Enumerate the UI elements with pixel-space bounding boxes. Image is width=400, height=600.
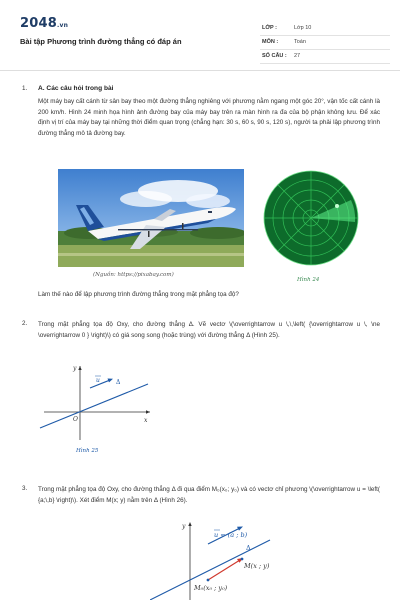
meta-value: Lớp 10 — [294, 25, 312, 31]
site-logo[interactable]: 2048.vn — [20, 16, 69, 31]
meta-row-subject — [260, 36, 390, 50]
question-number: 1. — [22, 85, 28, 92]
airplane-photo — [58, 169, 244, 267]
vector-u-label: u — [96, 377, 100, 384]
meta-value: 27 — [294, 53, 301, 59]
point-m0 — [207, 579, 210, 582]
document-header — [10, 8, 390, 60]
section-heading: A. Các câu hỏi trong bài — [38, 85, 114, 92]
point-m — [241, 558, 244, 561]
question-text: Trong mặt phẳng tọa độ Oxy, cho đường thẳng Δ. Vẽ vectơ \(\overrightarrow u \,\,\left( {\overrightarrow u \, \ne \overrightarrow 0 } \right)\) có giá song song (hoặc trùng) với đường thẳng Δ (Hình 25). — [38, 321, 380, 339]
figure-26 — [150, 518, 290, 600]
meta-row-count — [260, 50, 390, 64]
meta-row-class — [260, 22, 390, 36]
radar-screen-image — [263, 170, 359, 274]
vector-u — [90, 380, 110, 388]
point-m-label: M(x ; y) — [244, 562, 270, 570]
question-text: Một máy bay cất cánh từ sân bay theo một đường thẳng nghiêng với phương nằm ngang một góc 20°, vận tốc cất cánh là 200 km/h. Hình 24 minh họa hình ảnh đường bay của máy bay trên ra màn hình ra đa của bộ phận không lưu. Để xác định vị trí của máy bay tại những thời điểm quan trọng (chẳng hạn: 30 s, 60 s, 90 s, 120 s), người ta phải lập phương trình đường thẳng mô tả đường bay. — [38, 98, 380, 137]
question-number: 2. — [22, 320, 28, 327]
meta-key: MÔN : — [262, 39, 279, 45]
figure-25 — [38, 360, 158, 444]
meta-value: Toán — [294, 39, 306, 45]
meta-key: SỐ CÂU : — [262, 53, 287, 59]
y-axis-arrow-icon — [78, 366, 81, 370]
y-axis-label: y — [73, 365, 77, 372]
point-m0-label: M₀(x₀ ; y₀) — [194, 584, 228, 592]
meta-table — [260, 22, 390, 64]
radar-caption: Hình 24 — [297, 277, 320, 283]
header-divider — [0, 70, 400, 71]
photo-caption: (Nguồn: https://pixabay.com) — [93, 272, 174, 278]
origin-label: O — [73, 416, 78, 423]
line-delta — [40, 384, 148, 428]
vector-u-arrow-icon — [108, 379, 114, 383]
x-axis-arrow-icon — [146, 410, 150, 413]
question-prompt: Làm thế nào để lập phương trình đường thẳng trong mặt phẳng tọa độ? — [38, 291, 239, 298]
question-text: Trong mặt phẳng tọa độ Oxy, cho đường thẳng Δ đi qua điểm M₀(x₀; y₀) và có vectơ chỉ phương \(\overrightarrow u = \left( {a;\,b} \right)\). Xét điểm M(x; y) nằm trên Δ (Hình 26). — [38, 486, 380, 504]
question-number: 3. — [22, 485, 28, 492]
y-axis-arrow-icon — [188, 522, 191, 526]
y-axis-label: y — [182, 523, 186, 530]
document-title: Bài tập Phương trình đường thẳng có đáp án — [20, 37, 182, 46]
x-axis-label: x — [144, 417, 148, 424]
vector-u-label: u = (a ; b) — [214, 531, 248, 539]
line-delta-label: Δ — [116, 379, 121, 386]
line-delta-label: Δ — [246, 544, 251, 552]
meta-key: LỚP : — [262, 25, 277, 31]
figure-25-caption: Hình 25 — [76, 448, 99, 454]
